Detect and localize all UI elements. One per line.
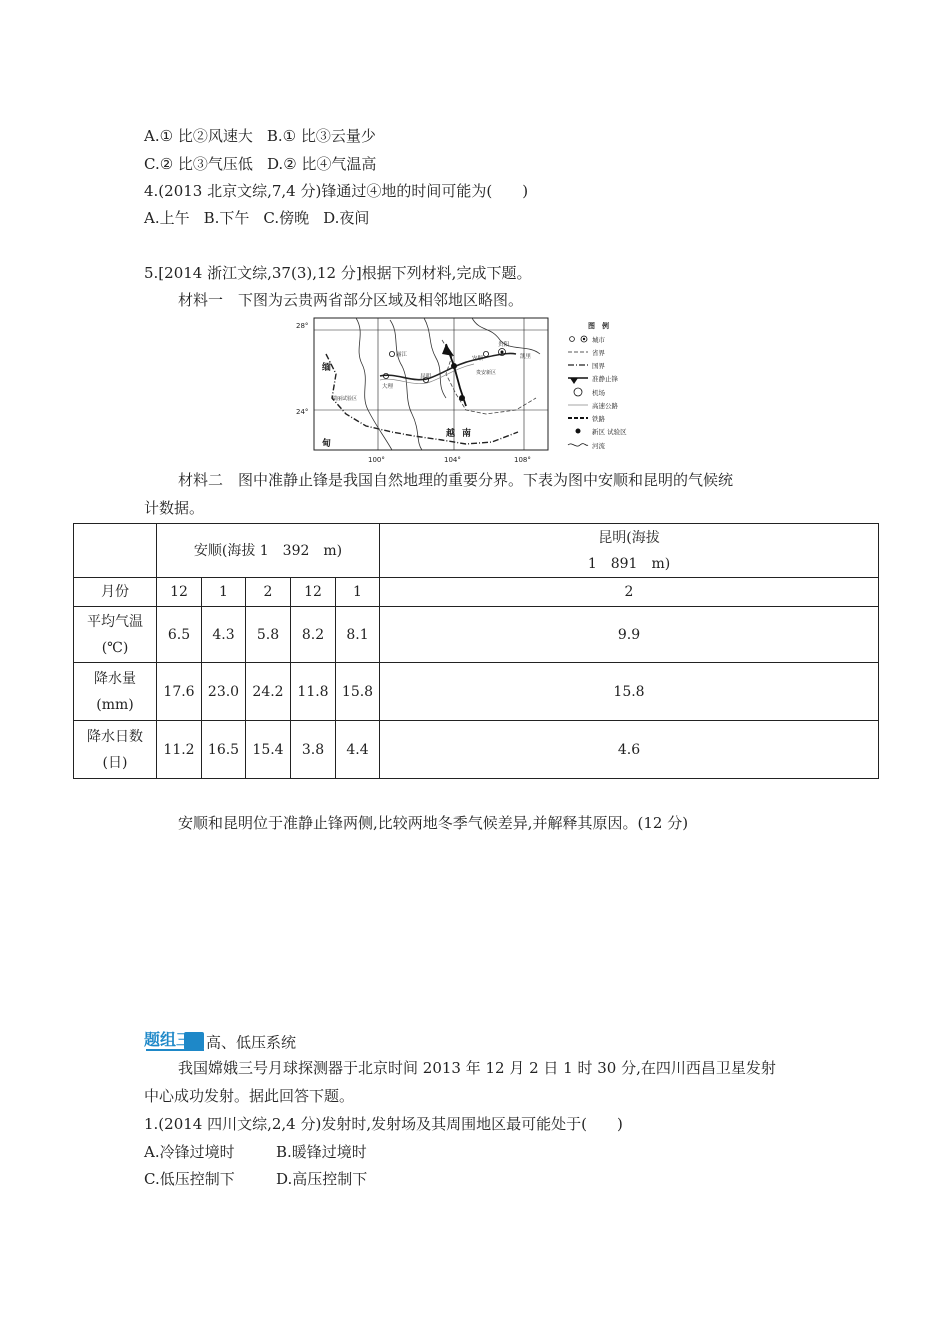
month-cell: 2 xyxy=(246,578,291,607)
precip-cell: 17.6 xyxy=(157,663,202,721)
days-label-line1: 降水日数 xyxy=(87,728,143,745)
region-dian: 甸 xyxy=(322,439,332,449)
temp-cell: 6.5 xyxy=(157,607,202,663)
group3-intro-line2: 中心成功发射。据此回答下题。 xyxy=(144,1087,355,1105)
legend-front: 准静止锋 xyxy=(592,375,618,383)
legend-province: 省界 xyxy=(592,349,605,357)
temp-label-line2: (℃) xyxy=(101,639,129,656)
month-cell: 12 xyxy=(291,578,336,607)
precip-label-line1: 降水量 xyxy=(94,670,136,687)
q3-options-row-1 xyxy=(144,126,376,146)
q4-stem: 4.(2013 北京文综,7,4 分)锋通过④地的时间可能为( ) xyxy=(144,182,529,200)
q5-question: 安顺和昆明位于准静止锋两侧,比较两地冬季气候差异,并解释其原因。(12 分) xyxy=(178,814,689,832)
city-guiyang: 贵阳 xyxy=(498,342,510,348)
month-cell: 2 xyxy=(380,578,879,607)
kunming-header-line1: 昆明(海拔 xyxy=(598,529,660,546)
zone-guian: 贵安新区 xyxy=(476,370,497,376)
temp-label-line1: 平均气温 xyxy=(87,613,143,630)
month-cell: 12 xyxy=(157,578,202,607)
q4-option-b: B.下午 xyxy=(203,209,250,227)
table-row-precipitation xyxy=(74,663,879,721)
group3-q1-options-row-2 xyxy=(144,1169,367,1189)
group3-option-b: B.暖锋过境时 xyxy=(276,1143,367,1161)
precip-label xyxy=(74,663,157,721)
temp-cell: 8.1 xyxy=(336,607,380,663)
kunming-header-line2: 1 891 m) xyxy=(587,555,671,572)
days-cell: 15.4 xyxy=(246,721,291,779)
lat-24-label: 24° xyxy=(296,408,309,416)
lon-104-label: 104° xyxy=(444,456,461,464)
group3-intro-line1: 我国嫦娥三号月球探测器于北京时间 2013 年 12 月 2 日 1 时 30 分,在四川西昌卫星发射 xyxy=(178,1059,776,1077)
table-header-row xyxy=(74,524,879,578)
city-dali: 大理 xyxy=(382,384,394,390)
q3-option-c: C.② 比③气压低 xyxy=(144,155,253,173)
q4-option-a: A.上午 xyxy=(144,209,190,227)
temp-cell: 8.2 xyxy=(291,607,336,663)
temp-cell: 9.9 xyxy=(380,607,879,663)
table-corner-cell xyxy=(74,524,157,578)
days-cell: 16.5 xyxy=(202,721,246,779)
table-row-months xyxy=(74,578,879,607)
legend-airport: 机场 xyxy=(592,389,605,397)
lon-100-label: 100° xyxy=(368,456,385,464)
q5-material-2-line1: 材料二 图中准静止锋是我国自然地理的重要分界。下表为图中安顺和昆明的气候统 xyxy=(178,471,734,489)
precip-cell: 24.2 xyxy=(246,663,291,721)
month-cell: 1 xyxy=(202,578,246,607)
group3-q1-stem: 1.(2014 四川文综,2,4 分)发射时,发射场及其周围地区最可能处于( ) xyxy=(144,1115,623,1133)
month-label: 月份 xyxy=(74,578,157,607)
group3-badge-text: 题组三 xyxy=(144,1030,193,1049)
anshun-header: 安顺(海拔 1 392 m) xyxy=(157,524,380,578)
precip-cell: 23.0 xyxy=(202,663,246,721)
city-anshun: 安顺 xyxy=(472,356,484,362)
legend-railway: 铁路 xyxy=(592,415,605,423)
month-cell: 1 xyxy=(336,578,380,607)
map-frame xyxy=(314,318,548,450)
q5-material-2-line2: 计数据。 xyxy=(144,499,205,517)
days-cell: 3.8 xyxy=(291,721,336,779)
q3-option-a: A.① 比②风速大 xyxy=(144,127,253,145)
temp-cell: 5.8 xyxy=(246,607,291,663)
region-mian: 缅 xyxy=(322,363,332,373)
q4-option-d: D.夜间 xyxy=(323,209,370,227)
legend-title: 图 例 xyxy=(588,322,609,330)
q3-option-d: D.② 比④气温高 xyxy=(266,155,377,173)
q5-stem: 5.[2014 浙江文综,37(3),12 分]根据下列材料,完成下题。 xyxy=(144,264,532,282)
days-cell: 4.6 xyxy=(380,721,879,779)
days-label xyxy=(74,721,157,779)
q5-material-1: 材料一 下图为云贵两省部分区域及相邻地区略图。 xyxy=(178,291,524,309)
lon-108-label: 108° xyxy=(514,456,531,464)
group3-option-d: D.高压控制下 xyxy=(276,1170,368,1188)
group3-heading xyxy=(144,1030,296,1057)
legend-national: 国界 xyxy=(592,362,605,370)
days-cell: 4.4 xyxy=(336,721,380,779)
city-lijiang: 丽江 xyxy=(396,352,408,358)
legend-river: 河流 xyxy=(592,442,605,450)
q3-option-b: B.① 比③云量少 xyxy=(266,127,376,145)
group3-q1-options-row-1 xyxy=(144,1142,367,1162)
lat-28-label: 28° xyxy=(296,322,309,330)
yunnan-guizhou-map xyxy=(296,314,656,466)
climate-table xyxy=(73,523,879,779)
kunming-header xyxy=(380,524,879,578)
temp-cell: 4.3 xyxy=(202,607,246,663)
legend-city: 城市 xyxy=(592,336,605,344)
group3-option-a: A.冷锋过境时 xyxy=(144,1143,235,1161)
legend-highway: 高速公路 xyxy=(592,402,618,410)
q4-options xyxy=(144,208,369,228)
table-row-temperature xyxy=(74,607,879,663)
q3-options-row-2 xyxy=(144,154,376,174)
temp-label xyxy=(74,607,157,663)
precip-label-line2: (mm) xyxy=(96,696,134,713)
zone-ruili: 瑞丽试验区 xyxy=(332,396,358,402)
q4-option-c: C.傍晚 xyxy=(263,209,310,227)
table-row-rain-days xyxy=(74,721,879,779)
region-yue: 越 xyxy=(446,429,456,439)
region-nan: 南 xyxy=(462,429,472,439)
group3-title: 高、低压系统 xyxy=(206,1033,297,1052)
group3-option-c: C.低压控制下 xyxy=(144,1170,235,1188)
map-legend xyxy=(568,321,627,450)
precip-cell: 15.8 xyxy=(336,663,380,721)
precip-cell: 11.8 xyxy=(291,663,336,721)
city-kunming: 昆明 xyxy=(420,374,432,380)
days-label-line2: (日) xyxy=(102,754,128,771)
legend-newzone: 新区 试验区 xyxy=(592,428,627,436)
city-kaili: 凯里 xyxy=(520,354,532,360)
precip-cell: 15.8 xyxy=(380,663,879,721)
days-cell: 11.2 xyxy=(157,721,202,779)
